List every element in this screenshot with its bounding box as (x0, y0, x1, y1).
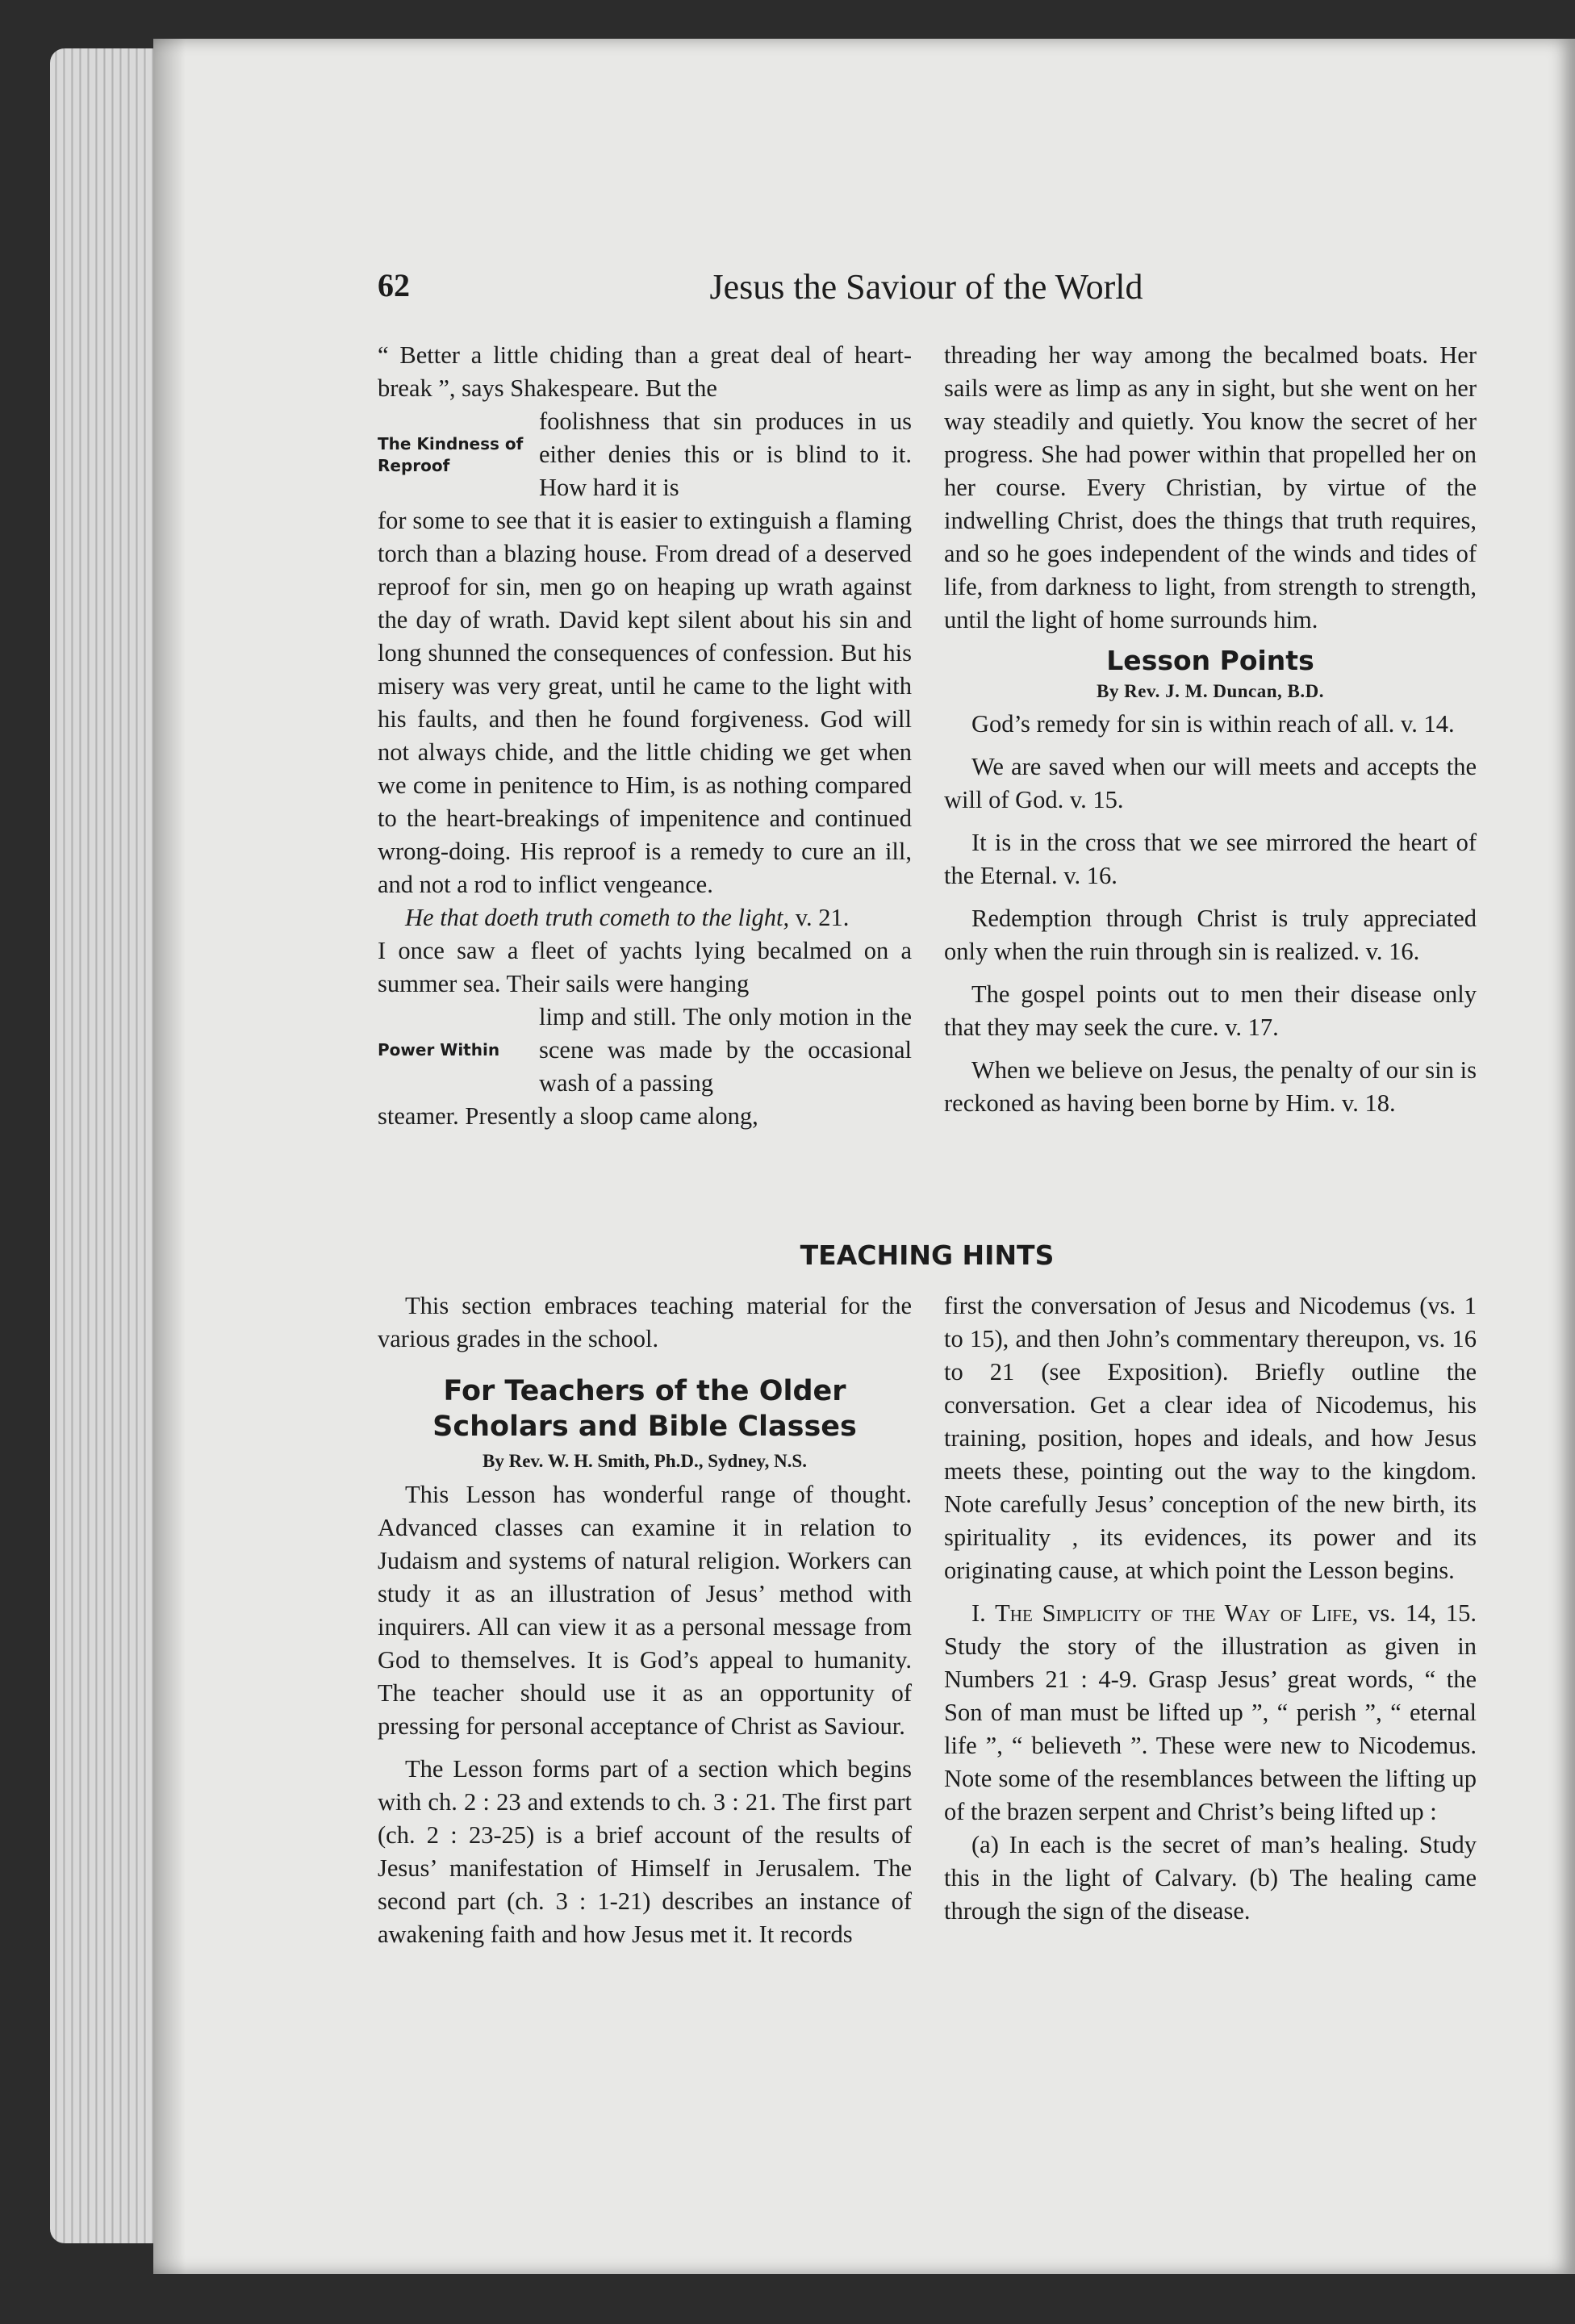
page-number: 62 (378, 267, 410, 303)
lesson-point: When we believe on Jesus, the penalty of our sin is reckoned as having been borne by Him. v. 18. (944, 1056, 1477, 1117)
lesson-points-title: Lesson Points (1106, 645, 1314, 676)
older-scholars-heading: For Teachers of the Older Scholars and Bible Classes (432, 1375, 857, 1443)
paragraph: for some to see that it is easier to extinguish a flaming torch than a blazing house. From dread of a deserved reproof for sin, men go on heaping up wrath against the day of wrath. David kept silent about his sin and long shunned the consequences of confession. But his misery was very great, until he came to the light with his faults, and then he found forgiveness. God will not always chide, and the little chiding we get when we come in penitence to Him, is as nothing compared to the heart-breakings of impenitence and continued wrong-doing. His reproof is a remedy to cure an ill, and not a rod to inflict vengeance. (378, 507, 912, 898)
paragraph: “ Better a little chiding than a great deal of heart-break ”, says Shakespeare. But the (378, 341, 912, 402)
paragraph: (a) In each is the secret of man’s healing. Study this in the light of Calvary. (b) The healing came through the sign of the disease. (944, 1831, 1477, 1925)
paragraph: The Lesson forms part of a section which begins with ch. 2 : 23 and extends to ch. 3 : 21. The first part (ch. 2 : 23-25) is a brief account of the results of Jesus’ manifestation of Himself in Jerusalem. The second part (ch. 3 : 1-21) describes an instance of awakening faith and how Jesus met it. It records (378, 1755, 912, 1948)
page-header (378, 266, 1475, 315)
paragraph: steamer. Presently a sloop came along, (378, 1102, 758, 1130)
point-text: vs. 14, 15. Study the story of the illustration as given in Numbers 21 : 4-9. Grasp Jesus’ great words, “ the Son of man must be lifted up ”, “ perish ”, “ eternal life ”, “ believeth ”. These were new to Nicodemus. Note some of the resemblances between the lifting up of the brazen serpent and Christ’s being lifted up : (944, 1599, 1477, 1825)
paragraph: I once saw a fleet of yachts lying becalmed on a summer sea. Their sails were hanging (378, 937, 912, 997)
point-heading: I. The Simplicity of the Way of Life, (971, 1599, 1359, 1627)
left-column-bottom (378, 1289, 912, 1951)
scripture-quote: He that doeth truth cometh to the light, (405, 904, 790, 931)
paragraph: This Lesson has wonderful range of thought. Advanced classes can examine it in relation to Judaism and systems of natural religion. Workers can study it as an illustration of Jesus’ method with inquirers. All can view it as a personal message from God to themselves. It is God’s appeal to humanity. The teacher should use it as an opportunity of pressing for personal acceptance of Christ as Saviour. (378, 1481, 912, 1740)
right-column-top (944, 339, 1477, 1120)
paragraph: This section embraces teaching material for the various grades in the school. (378, 1292, 912, 1352)
lesson-point: We are saved when our will meets and accepts the will of God. v. 15. (944, 753, 1477, 813)
paragraph: threading her way among the becalmed boats. Her sails were as limp as any in sight, but she went on her way steadily and quietly. You know the secret of her progress. She had power within that propelled her on her course. Every Christian, by virtue of the indwelling Christ, does the things that truth requires, and so he goes independent of the winds and tides of life, from darkness to light, from strength to strength, until the light of home surrounds him. (944, 341, 1477, 633)
lesson-point: The gospel points out to men their disease only that they may seek the cure. v. 17. (944, 980, 1477, 1041)
margin-note-block (378, 405, 912, 504)
paragraph (944, 1597, 1477, 1829)
margin-note-kindness: The Kindness of Reproof (378, 433, 524, 475)
page-gutter-shadow (153, 39, 186, 2274)
scripture-ref: v. 21. (789, 904, 850, 931)
quote-line (378, 901, 912, 934)
lesson-point: Redemption through Christ is truly appreciated only when the ruin through sin is realized. v. 16. (944, 905, 1477, 965)
lesson-points-author: By Rev. J. M. Duncan, B.D. (1097, 681, 1324, 701)
paragraph: foolishness that sin produces in us either denies this or is blind to it. How hard it is (539, 408, 912, 501)
left-column-top (378, 339, 912, 1133)
paragraph: limp and still. The only motion in the scene was made by the occasional wash of a passing (539, 1003, 912, 1097)
margin-note-power: Power Within (378, 1040, 500, 1060)
right-column-bottom (944, 1289, 1477, 1928)
paragraph: first the conversation of Jesus and Nicodemus (vs. 1 to 15), and then John’s commentary thereupon, vs. 16 to 21 (see Exposition). Briefly outline the conversation. Get a clear idea of Nicodemus, his training, position, hopes and ideals, and how Jesus meets these, pointing out the way to the kingdom. Note carefully Jesus’ conception of the new birth, its spirituality , its evidences, its power and its originating cause, at which point the Lesson begins. (944, 1292, 1477, 1584)
running-title: Jesus the Saviour of the World (709, 267, 1143, 307)
margin-note-block (378, 1001, 912, 1100)
teaching-hints-heading: TEACHING HINTS (800, 1239, 1055, 1271)
older-scholars-author: By Rev. W. H. Smith, Ph.D., Sydney, N.S. (483, 1451, 807, 1471)
lesson-point: It is in the cross that we see mirrored the heart of the Eternal. v. 16. (944, 829, 1477, 889)
lesson-point: God’s remedy for sin is within reach of all. v. 14. (971, 710, 1455, 738)
